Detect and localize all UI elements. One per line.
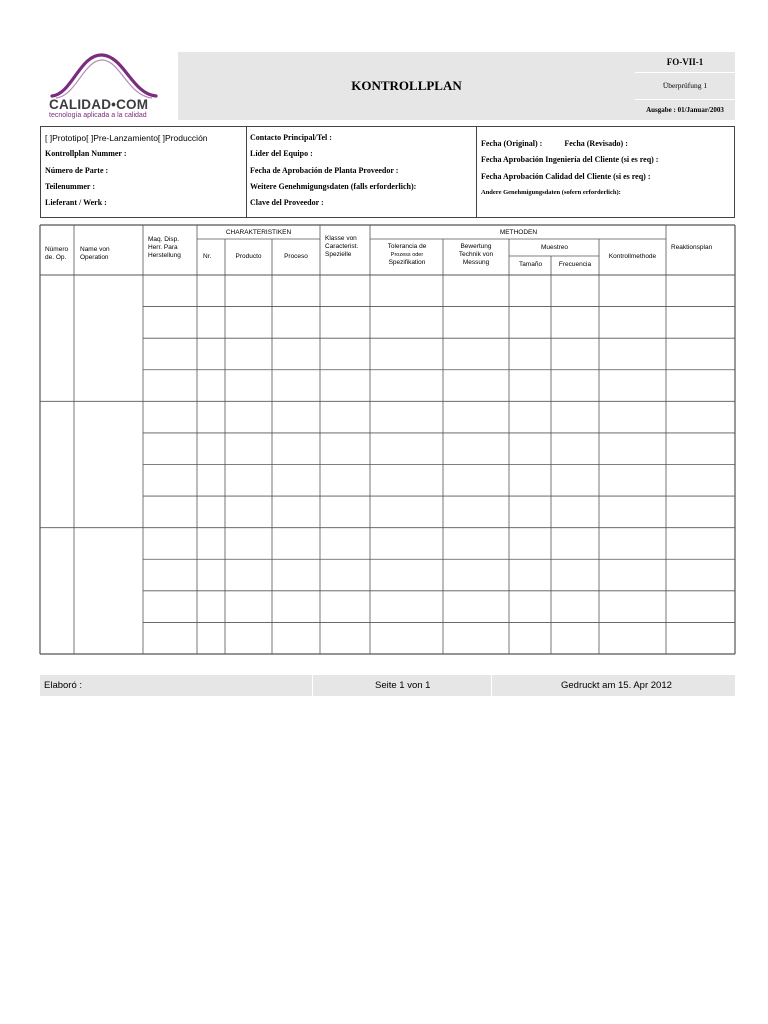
table-cell[interactable]: [370, 433, 443, 465]
table-cell[interactable]: [197, 433, 225, 465]
table-cell[interactable]: [320, 370, 370, 402]
table-cell[interactable]: [599, 622, 666, 654]
table-cell[interactable]: [551, 559, 599, 591]
table-cell[interactable]: [509, 401, 551, 433]
table-cell[interactable]: [666, 496, 735, 528]
table-cell[interactable]: [370, 465, 443, 497]
table-cell[interactable]: [143, 591, 197, 623]
page-number: Seite 1 von 1: [375, 680, 431, 691]
customer-engineering-approval-field[interactable]: Fecha Aprobación Ingeniería del Cliente (si es req) :: [481, 155, 659, 165]
table-cell[interactable]: [143, 401, 197, 433]
logo-brand-text: CALIDAD•COM: [49, 97, 149, 112]
table-cell[interactable]: [143, 528, 197, 560]
main-contact-field[interactable]: Contacto Principal/Tel :: [250, 133, 332, 142]
table-cell[interactable]: [370, 528, 443, 560]
table-cell[interactable]: [197, 559, 225, 591]
form-code: FO-VII-1: [635, 52, 735, 72]
table-cell[interactable]: [143, 275, 197, 307]
table-cell[interactable]: [272, 622, 320, 654]
table-cell[interactable]: [320, 433, 370, 465]
table-cell[interactable]: [551, 591, 599, 623]
table-cell[interactable]: [509, 370, 551, 402]
table-cell[interactable]: [666, 528, 735, 560]
table-cell[interactable]: [197, 465, 225, 497]
table-cell[interactable]: [370, 401, 443, 433]
table-cell[interactable]: [225, 559, 272, 591]
table-cell[interactable]: [225, 591, 272, 623]
table-cell[interactable]: [666, 591, 735, 623]
table-cell[interactable]: [551, 401, 599, 433]
table-cell[interactable]: [551, 465, 599, 497]
table-cell[interactable]: [509, 275, 551, 307]
table-cell[interactable]: [272, 465, 320, 497]
table-cell[interactable]: [551, 370, 599, 402]
table-cell[interactable]: [599, 275, 666, 307]
issue-date: Ausgabe : 01/Januar/2003: [635, 100, 735, 120]
table-cell[interactable]: [443, 370, 509, 402]
table-cell[interactable]: [225, 622, 272, 654]
page-title: KONTROLLPLAN: [351, 78, 462, 93]
table-cell[interactable]: [443, 338, 509, 370]
table-cell[interactable]: [443, 622, 509, 654]
table-cell[interactable]: [370, 370, 443, 402]
table-cell[interactable]: [599, 591, 666, 623]
table-cell[interactable]: [551, 622, 599, 654]
table-cell[interactable]: [599, 370, 666, 402]
table-cell[interactable]: [370, 559, 443, 591]
table-cell[interactable]: [320, 275, 370, 307]
control-plan-number-field[interactable]: Kontrollplan Nummer :: [45, 149, 127, 159]
table-cell[interactable]: [443, 496, 509, 528]
logo-bell-curve-icon: [44, 52, 178, 102]
table-cell[interactable]: [509, 559, 551, 591]
table-cell[interactable]: [551, 338, 599, 370]
table-cell[interactable]: [370, 307, 443, 339]
table-cell[interactable]: [272, 370, 320, 402]
date-row: [481, 136, 658, 152]
table-cell[interactable]: [443, 559, 509, 591]
table-cell[interactable]: [443, 307, 509, 339]
table-cell[interactable]: [551, 307, 599, 339]
table-cell[interactable]: [443, 528, 509, 560]
table-cell[interactable]: [320, 528, 370, 560]
table-cell[interactable]: [666, 622, 735, 654]
table-cell[interactable]: [551, 275, 599, 307]
header-operation-name: Name von Operation: [80, 246, 110, 261]
table-cell[interactable]: [666, 433, 735, 465]
table-cell[interactable]: [225, 307, 272, 339]
table-cell[interactable]: [272, 433, 320, 465]
table-cell[interactable]: [509, 496, 551, 528]
footer-divider: [491, 675, 492, 696]
table-cell[interactable]: [509, 338, 551, 370]
header-machine-tools: Maq. Disp. Herr. Para Herstellung: [148, 236, 181, 259]
header-special-characteristic-class: Klasse von Caracterist. Spezielle: [325, 235, 359, 258]
operation-name-cell[interactable]: [74, 528, 143, 654]
table-cell[interactable]: [666, 275, 735, 307]
table-cell[interactable]: [143, 338, 197, 370]
prepared-by-field[interactable]: Elaboró :: [44, 680, 83, 691]
table-cell[interactable]: [320, 465, 370, 497]
table-cell[interactable]: [599, 401, 666, 433]
table-cell[interactable]: [370, 275, 443, 307]
table-cell[interactable]: [272, 307, 320, 339]
table-cell[interactable]: [225, 528, 272, 560]
table-cell[interactable]: [666, 338, 735, 370]
table-cell[interactable]: [225, 338, 272, 370]
header-characteristics: CHARAKTERISTIKEN: [225, 229, 292, 236]
other-approval-dates-de-field[interactable]: Andere Genehmigungsdaten (sofern erforderlich):: [481, 188, 621, 196]
table-cell[interactable]: [197, 370, 225, 402]
table-cell[interactable]: [143, 465, 197, 497]
table-cell[interactable]: [143, 307, 197, 339]
header-sample-frequency: Frecuencia: [558, 261, 592, 268]
company-logo: [44, 52, 178, 122]
title-band: [178, 52, 635, 120]
header-methods: METHODEN: [499, 229, 538, 236]
table-cell[interactable]: [225, 275, 272, 307]
table-cell[interactable]: [599, 496, 666, 528]
operation-name-cell[interactable]: [74, 275, 143, 401]
operation-name-cell[interactable]: [74, 401, 143, 527]
footer-divider: [312, 675, 313, 696]
table-cell[interactable]: [370, 496, 443, 528]
logo-tagline: tecnología aplicada a la calidad: [49, 112, 147, 119]
info-column-1: [45, 130, 208, 211]
supplier-approval-date-field[interactable]: Fecha de Aprobación de Planta Proveedor :: [250, 165, 399, 175]
info-divider: [246, 127, 247, 217]
table-cell[interactable]: [143, 622, 197, 654]
table-cell[interactable]: [551, 496, 599, 528]
table-cell[interactable]: [225, 370, 272, 402]
supplier-code-field[interactable]: Clave del Proveedor :: [250, 198, 324, 208]
revised-date-field[interactable]: Fecha (Revisado) :: [564, 139, 628, 148]
customer-quality-approval-field[interactable]: Fecha Aprobación Calidad del Cliente (si es req) :: [481, 171, 651, 181]
table-cell[interactable]: [666, 401, 735, 433]
table-cell[interactable]: [320, 401, 370, 433]
operation-number-cell[interactable]: [40, 528, 74, 654]
header-tolerance: Tolerancia de Prozess oder Spezifikation: [387, 243, 427, 266]
table-cell[interactable]: [320, 307, 370, 339]
header-measurement-technique: Bewertung Technik von Messung: [458, 243, 494, 266]
table-cell[interactable]: [443, 401, 509, 433]
table-cell[interactable]: [272, 528, 320, 560]
table-cell[interactable]: [197, 591, 225, 623]
header-reaction-plan: Reaktionsplan: [671, 244, 713, 251]
table-cell[interactable]: [272, 496, 320, 528]
table-cell[interactable]: [509, 307, 551, 339]
table-cell[interactable]: [320, 591, 370, 623]
original-date-field[interactable]: Fecha (Original) :: [481, 139, 543, 148]
table-cell[interactable]: [225, 465, 272, 497]
table-cell[interactable]: [225, 401, 272, 433]
table-cell[interactable]: [599, 465, 666, 497]
table-cell[interactable]: [272, 338, 320, 370]
table-cell[interactable]: [320, 559, 370, 591]
supplier-plant-field[interactable]: Lieferant / Werk :: [45, 198, 107, 208]
print-date: Gedruckt am 15. Apr 2012: [561, 680, 672, 691]
table-cell[interactable]: [509, 622, 551, 654]
table-cell[interactable]: [551, 528, 599, 560]
table-cell[interactable]: [509, 528, 551, 560]
table-cell[interactable]: [599, 528, 666, 560]
table-cell[interactable]: [272, 591, 320, 623]
table-cell[interactable]: [197, 338, 225, 370]
part-number-de-field[interactable]: Teilenummer :: [45, 181, 95, 191]
table-cell[interactable]: [666, 559, 735, 591]
table-cell[interactable]: [551, 433, 599, 465]
table-cell[interactable]: [320, 338, 370, 370]
table-cell[interactable]: [143, 370, 197, 402]
table-cell[interactable]: [370, 338, 443, 370]
table-cell[interactable]: [197, 496, 225, 528]
info-divider: [476, 127, 477, 217]
header-process: Proceso: [284, 253, 308, 260]
plan-info-box: [40, 126, 735, 218]
table-cell[interactable]: [197, 622, 225, 654]
table-cell[interactable]: [225, 433, 272, 465]
document-meta: [635, 52, 735, 120]
table-cell[interactable]: [225, 496, 272, 528]
header-product: Producto: [235, 253, 262, 260]
header-control-method: Kontrollmethode: [608, 253, 657, 260]
table-cell[interactable]: [272, 401, 320, 433]
info-column-3: [481, 136, 658, 201]
table-cell[interactable]: [272, 559, 320, 591]
table-cell[interactable]: [197, 401, 225, 433]
table-cell[interactable]: [143, 559, 197, 591]
header-sample-size: Tamaño: [518, 261, 543, 268]
table-cell[interactable]: [599, 433, 666, 465]
table-cell[interactable]: [197, 307, 225, 339]
table-cell[interactable]: [272, 275, 320, 307]
table-cell[interactable]: [197, 275, 225, 307]
table-cell[interactable]: [599, 559, 666, 591]
header-operation-number: Número de. Op.: [45, 246, 69, 261]
table-cell[interactable]: [320, 622, 370, 654]
team-leader-field[interactable]: Líder del Equipo :: [250, 149, 313, 159]
table-cell[interactable]: [370, 622, 443, 654]
table-cell[interactable]: [197, 528, 225, 560]
part-number-field[interactable]: Número de Parte :: [45, 165, 109, 175]
table-cell[interactable]: [509, 433, 551, 465]
table-cell[interactable]: [599, 338, 666, 370]
table-cell[interactable]: [666, 307, 735, 339]
operation-number-cell[interactable]: [40, 275, 74, 401]
revision-label: Überprüfung 1: [635, 73, 735, 99]
table-cell[interactable]: [666, 370, 735, 402]
info-column-2: [250, 130, 416, 211]
table-cell[interactable]: [143, 496, 197, 528]
table-cell[interactable]: [509, 465, 551, 497]
table-cell[interactable]: [443, 465, 509, 497]
table-cell[interactable]: [509, 591, 551, 623]
table-cell[interactable]: [143, 433, 197, 465]
table-cell[interactable]: [443, 275, 509, 307]
operation-number-cell[interactable]: [40, 401, 74, 527]
table-cell[interactable]: [370, 591, 443, 623]
header-characteristic-number: Nr.: [203, 253, 212, 260]
page-footer: [40, 675, 735, 696]
header-sampling: Muestreo: [540, 244, 569, 251]
plan-type-selector[interactable]: [ ]Prototipo[ ]Pre-Lanzamiento[ ]Producción: [45, 133, 208, 143]
table-cell[interactable]: [443, 433, 509, 465]
other-approval-dates-field[interactable]: Weitere Genehmigungsdaten (falls erforderlich):: [250, 181, 417, 191]
table-cell[interactable]: [599, 307, 666, 339]
table-cell[interactable]: [443, 591, 509, 623]
table-cell[interactable]: [666, 465, 735, 497]
table-cell[interactable]: [320, 496, 370, 528]
